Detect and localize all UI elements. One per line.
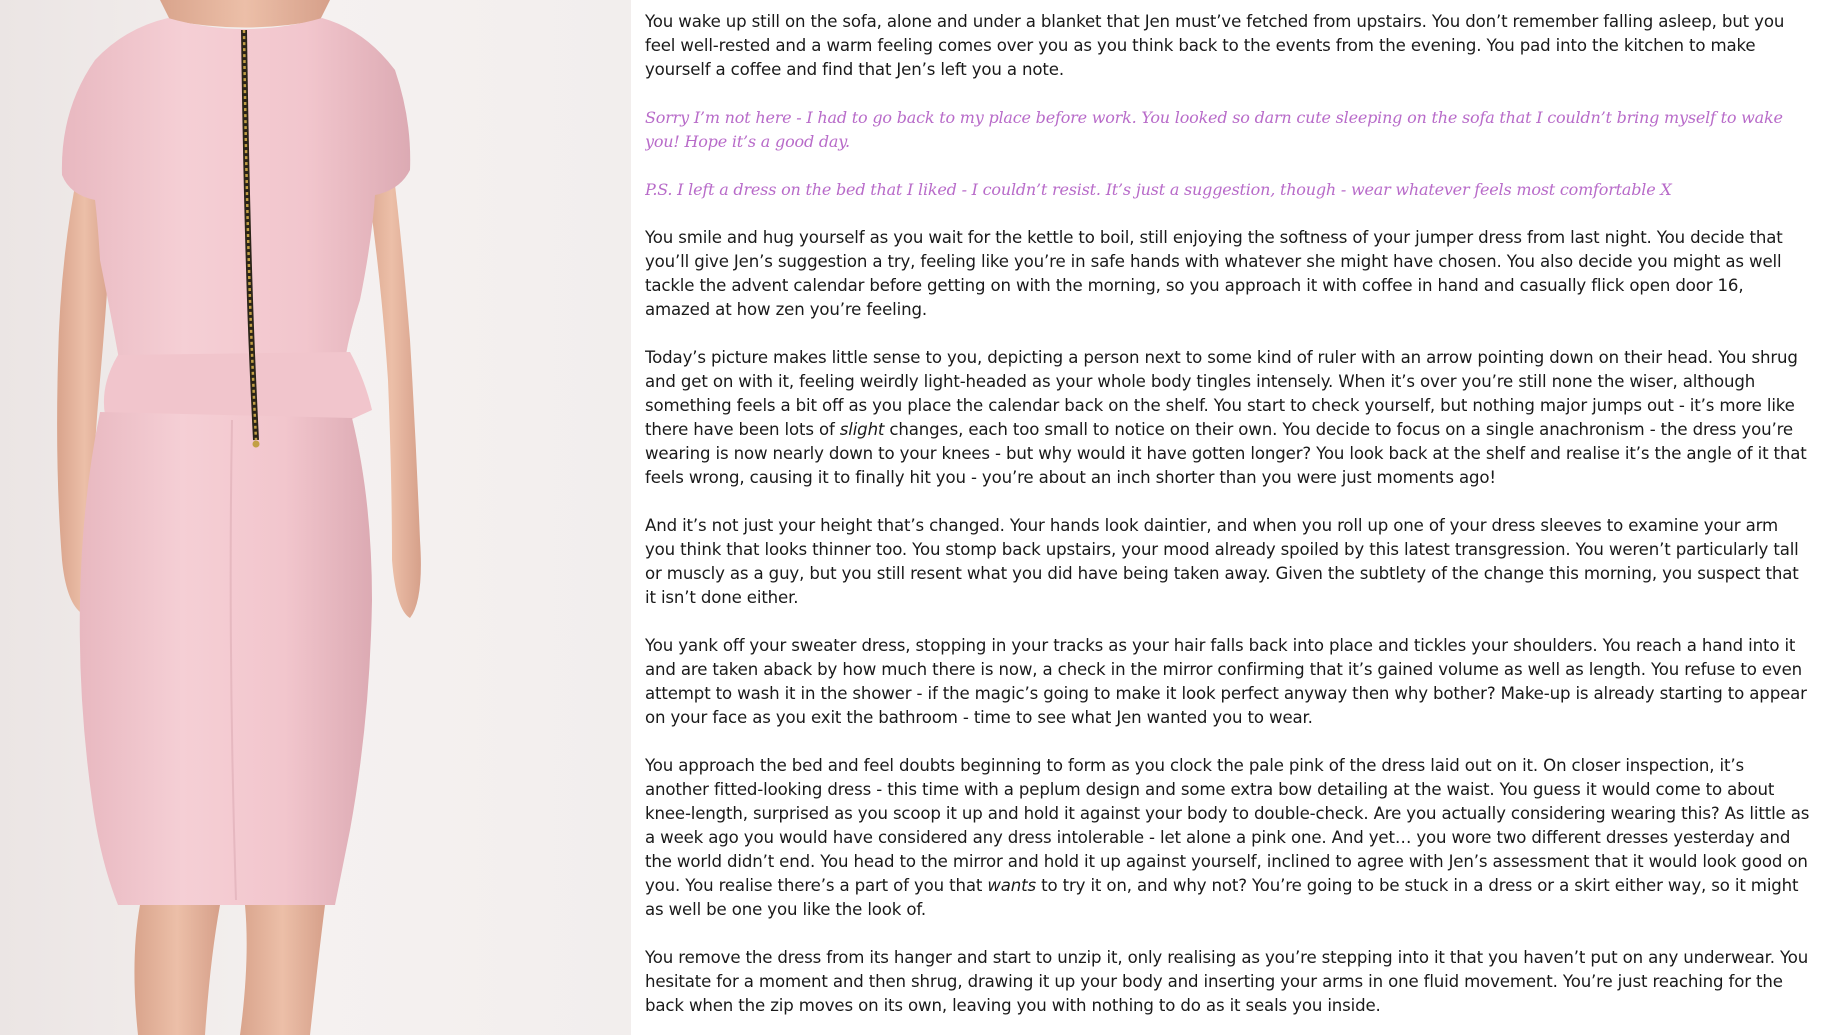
story-text [645, 10, 1811, 1030]
jen-note-line-1: Sorry I’m not here - I had to go back to my place before work. You looked so darn cute sleeping on the sofa that I couldn’t bring myself to wake you! Hope it’s a good day. [645, 108, 1783, 151]
story-paragraph-3-emphasis: slight [839, 420, 885, 439]
story-paragraph-6-emphasis: wants [987, 876, 1037, 895]
dress-skirt [80, 412, 372, 905]
story-paragraph-5: You yank off your sweater dress, stopping in your tracks as your hair falls back into place and tickles your shoulders. You reach a hand into it and are taken aback by how much there is now, a check in the mirror confirming that it’s gained volume as well as length. You refuse to even attempt to wash it in the shower - if the magic’s going to make it look perfect anyway then why bother? Make-up is already starting to appear on your face as you exit the bathroom - time to see what Jen wanted you to wear. [645, 636, 1807, 727]
story-paragraph-3 [645, 346, 1811, 490]
story-paragraph-2: You smile and hug yourself as you wait for the kettle to boil, still enjoying the softness of your jumper dress from last night. You decide that you’ll give Jen’s suggestion a try, feeling like you’re in safe hands with whatever she might have chosen. You also decide you might as well tackle the advent calendar before getting on with the morning, so you approach it with coffee in hand and casually flick open door 16, amazed at how zen you’re feeling. [645, 228, 1783, 319]
story-paragraph-1: You wake up still on the sofa, alone and under a blanket that Jen must’ve fetched from upstairs. You don’t remember falling asleep, but you feel well-rested and a warm feeling comes over you as you think back to the events from the evening. You pad into the kitchen to make yourself a coffee and find that Jen’s left you a note. [645, 12, 1785, 79]
dress-photo [0, 0, 631, 1035]
story-paragraph-3-part-2: changes, each too small to notice on their own. You decide to focus on a single anachronism - the dress you’re wearing is now nearly down to your knees - but why would it have gotten longer? You look back at the shelf and realise it’s the angle of it that feels wrong, causing it to finally hit you - you’re about an inch shorter than you were just moments ago! [645, 420, 1807, 487]
jen-note-ps: P.S. I left a dress on the bed that I liked - I couldn’t resist. It’s just a suggestion, though - wear whatever feels most comfortable X [645, 180, 1672, 199]
story-paragraph-6-part-1: You approach the bed and feel doubts beginning to form as you clock the pale pink of the dress laid out on it. On closer inspection, it’s another fitted-looking dress - this time with a peplum design and some extra bow detailing at the waist. You guess it would come to about knee-length, surprised as you scoop it up and hold it against your body to double-check. Are you actually considering wearing this? As little as a week ago you would have considered any dress intolerable - let alone a pink one. And yet… you wore two different dresses yesterday and the world didn’t end. You head to the mirror and hold it up against yourself, inclined to agree with Jen’s assessment that it would look good on you. You realise there’s a part of you that [645, 756, 1810, 895]
story-paragraph-4: And it’s not just your height that’s changed. Your hands look daintier, and when you roll up one of your dress sleeves to examine your arm you think that looks thinner too. You stomp back upstairs, your mood already spoiled by this latest transgression. You weren’t particularly tall or muscly as a guy, but you still resent what you did have being taken away. Given the subtlety of the change this morning, you suspect that it isn’t done either. [645, 516, 1799, 607]
dress-peplum [104, 352, 372, 420]
dress-photo-illustration [0, 0, 631, 1035]
story-paragraph-6 [645, 754, 1811, 922]
story-paragraph-6-part-2: to try it on, and why not? You’re going to be stuck in a dress or a skirt either way, so it might as well be one you like the look of. [645, 876, 1799, 919]
story-paragraph-3-part-1: Today’s picture makes little sense to you, depicting a person next to some kind of ruler with an arrow pointing down on their head. You shrug and get on with it, feeling weirdly light-headed as your whole body tingles intensely. When it’s over you’re still none the wiser, although something feels a bit off as you place the calendar back on the shelf. You start to check yourself, but nothing major jumps out - it’s more like there have been lots of [645, 348, 1798, 439]
story-paragraph-7: You remove the dress from its hanger and start to unzip it, only realising as you’re stepping into it that you haven’t put on any underwear. You hesitate for a moment and then shrug, drawing it up your body and inserting your arms in one fluid movement. You’re just reaching for the back when the zip moves on its own, leaving you with nothing to do as it seals you inside. [645, 948, 1809, 1015]
